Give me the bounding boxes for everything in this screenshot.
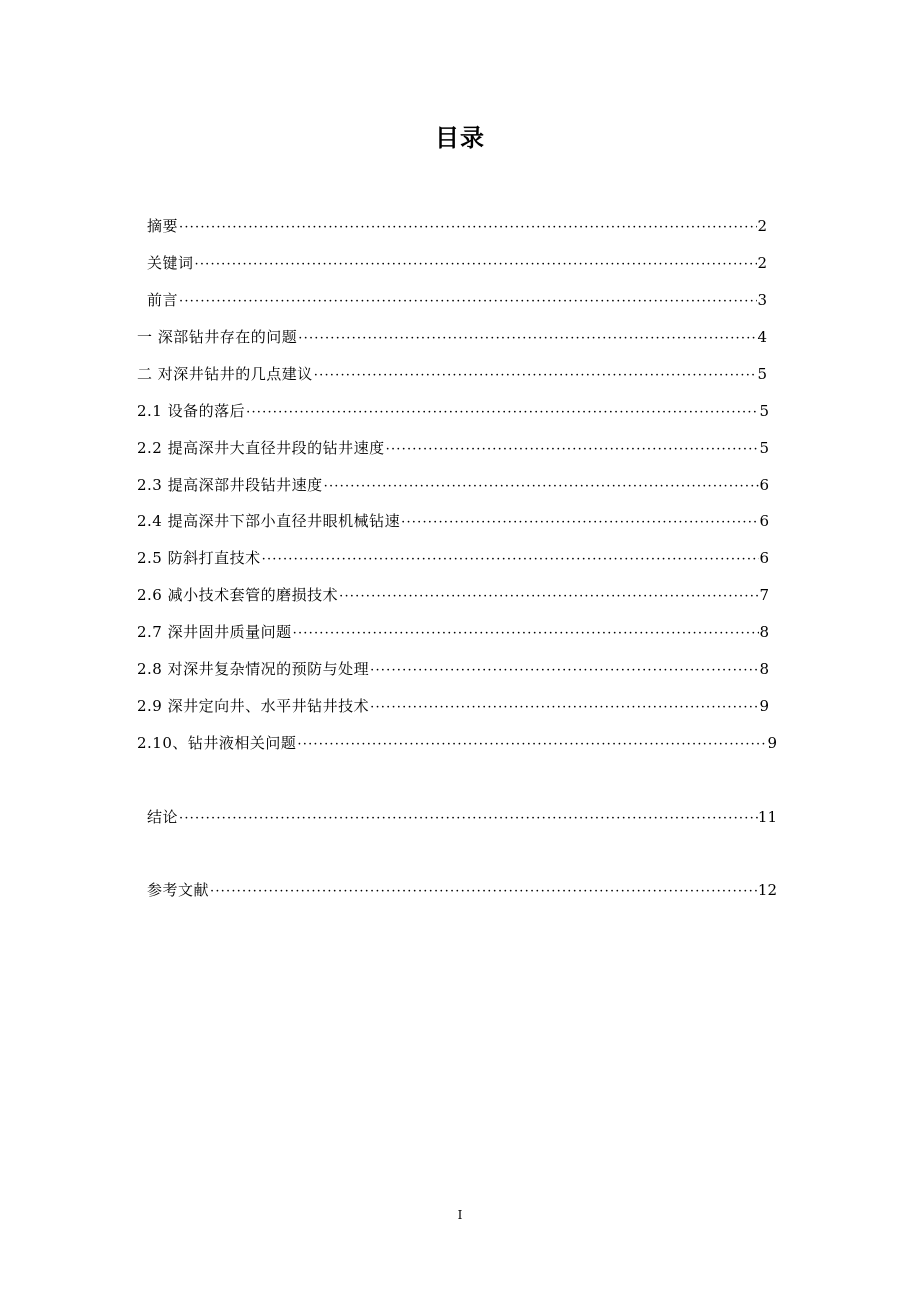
toc-leader-dots xyxy=(313,364,758,388)
toc-entry-label: 前言 xyxy=(147,291,179,309)
toc-entry-label: 结论 xyxy=(147,808,179,826)
toc-leader-dots xyxy=(178,290,757,314)
toc-entry-2-3[interactable] xyxy=(137,473,769,497)
toc-entry-page: 5 xyxy=(759,439,769,457)
toc-entry-page: 4 xyxy=(757,328,767,346)
toc-entry-conclusion[interactable] xyxy=(147,805,777,829)
toc-entry-keywords[interactable] xyxy=(147,251,767,275)
toc-leader-dots xyxy=(292,622,760,646)
toc-entry-page: 5 xyxy=(757,365,767,383)
toc-entry-label: 参考文献 xyxy=(147,881,210,899)
toc-leader-dots xyxy=(369,696,759,720)
toc-entry-2-5[interactable] xyxy=(137,546,769,570)
toc-leader-dots xyxy=(385,438,760,462)
toc-entry-page: 6 xyxy=(759,549,769,567)
toc-entry-label: 关键词 xyxy=(147,254,194,272)
toc-leader-dots xyxy=(338,585,759,609)
toc-entry-page: 5 xyxy=(759,402,769,420)
toc-entry-2-4[interactable] xyxy=(137,509,769,533)
toc-entry-2-2[interactable] xyxy=(137,436,769,460)
toc-entry-2-6[interactable] xyxy=(137,583,769,607)
toc-leader-dots xyxy=(297,327,757,351)
toc-leader-dots xyxy=(209,880,758,904)
toc-entry-page: 2 xyxy=(757,217,767,235)
toc-entry-section-2[interactable] xyxy=(137,362,767,386)
toc-leader-dots xyxy=(194,253,758,277)
toc-leader-dots xyxy=(400,511,759,535)
toc-entry-references[interactable] xyxy=(147,878,777,902)
toc-entry-2-7[interactable] xyxy=(137,620,769,644)
toc-entry-label: 2.4 提高深井下部小直径井眼机械钻速 xyxy=(137,512,401,530)
toc-entry-label: 2.8 对深井复杂情况的预防与处理 xyxy=(137,660,370,678)
toc-entry-label: 2.1 设备的落后 xyxy=(137,402,246,420)
toc-entry-abstract[interactable] xyxy=(147,214,767,238)
toc-entry-page: 2 xyxy=(757,254,767,272)
toc-leader-dots xyxy=(178,807,758,831)
toc-leader-dots xyxy=(261,548,760,572)
toc-entry-label: 2.3 提高深部井段钻井速度 xyxy=(137,476,323,494)
toc-entry-2-1[interactable] xyxy=(137,399,769,423)
toc-entry-page: 9 xyxy=(767,734,777,752)
toc-leader-dots xyxy=(245,401,759,425)
toc-entry-label: 2.9 深井定向井、水平井钻井技术 xyxy=(137,697,370,715)
toc-entry-preface[interactable] xyxy=(147,288,767,312)
toc-entry-label: 二 对深井钻井的几点建议 xyxy=(137,365,313,383)
toc-leader-dots xyxy=(296,733,767,757)
toc-entry-section-1[interactable] xyxy=(137,325,767,349)
toc-entry-2-8[interactable] xyxy=(137,657,769,681)
toc-entry-label: 2.10、钻井液相关问题 xyxy=(137,734,297,752)
toc-entry-page: 12 xyxy=(757,881,777,899)
toc-entry-page: 3 xyxy=(757,291,767,309)
toc-entry-label: 2.7 深井固井质量问题 xyxy=(137,623,292,641)
toc-entry-page: 6 xyxy=(759,512,769,530)
toc-leader-dots xyxy=(323,475,760,499)
toc-entry-label: 2.6 减小技术套管的磨损技术 xyxy=(137,586,339,604)
toc-entry-label: 摘要 xyxy=(147,217,179,235)
footer-page-number: I xyxy=(457,1208,463,1222)
toc-entry-page: 7 xyxy=(759,586,769,604)
toc-entry-page: 6 xyxy=(759,476,769,494)
toc-entry-label: 一 深部钻井存在的问题 xyxy=(137,328,298,346)
toc-entry-label: 2.2 提高深井大直径井段的钻井速度 xyxy=(137,439,385,457)
toc-leader-dots xyxy=(369,659,759,683)
toc-leader-dots xyxy=(178,216,757,240)
toc-entry-2-10[interactable] xyxy=(137,731,777,755)
toc-entry-page: 8 xyxy=(759,623,769,641)
toc-entry-label: 2.5 防斜打直技术 xyxy=(137,549,261,567)
toc-entry-page: 9 xyxy=(759,697,769,715)
page-title: 目录 xyxy=(435,124,485,152)
toc-entry-2-9[interactable] xyxy=(137,694,769,718)
toc-entry-page: 8 xyxy=(759,660,769,678)
toc-entry-page: 11 xyxy=(757,808,777,826)
